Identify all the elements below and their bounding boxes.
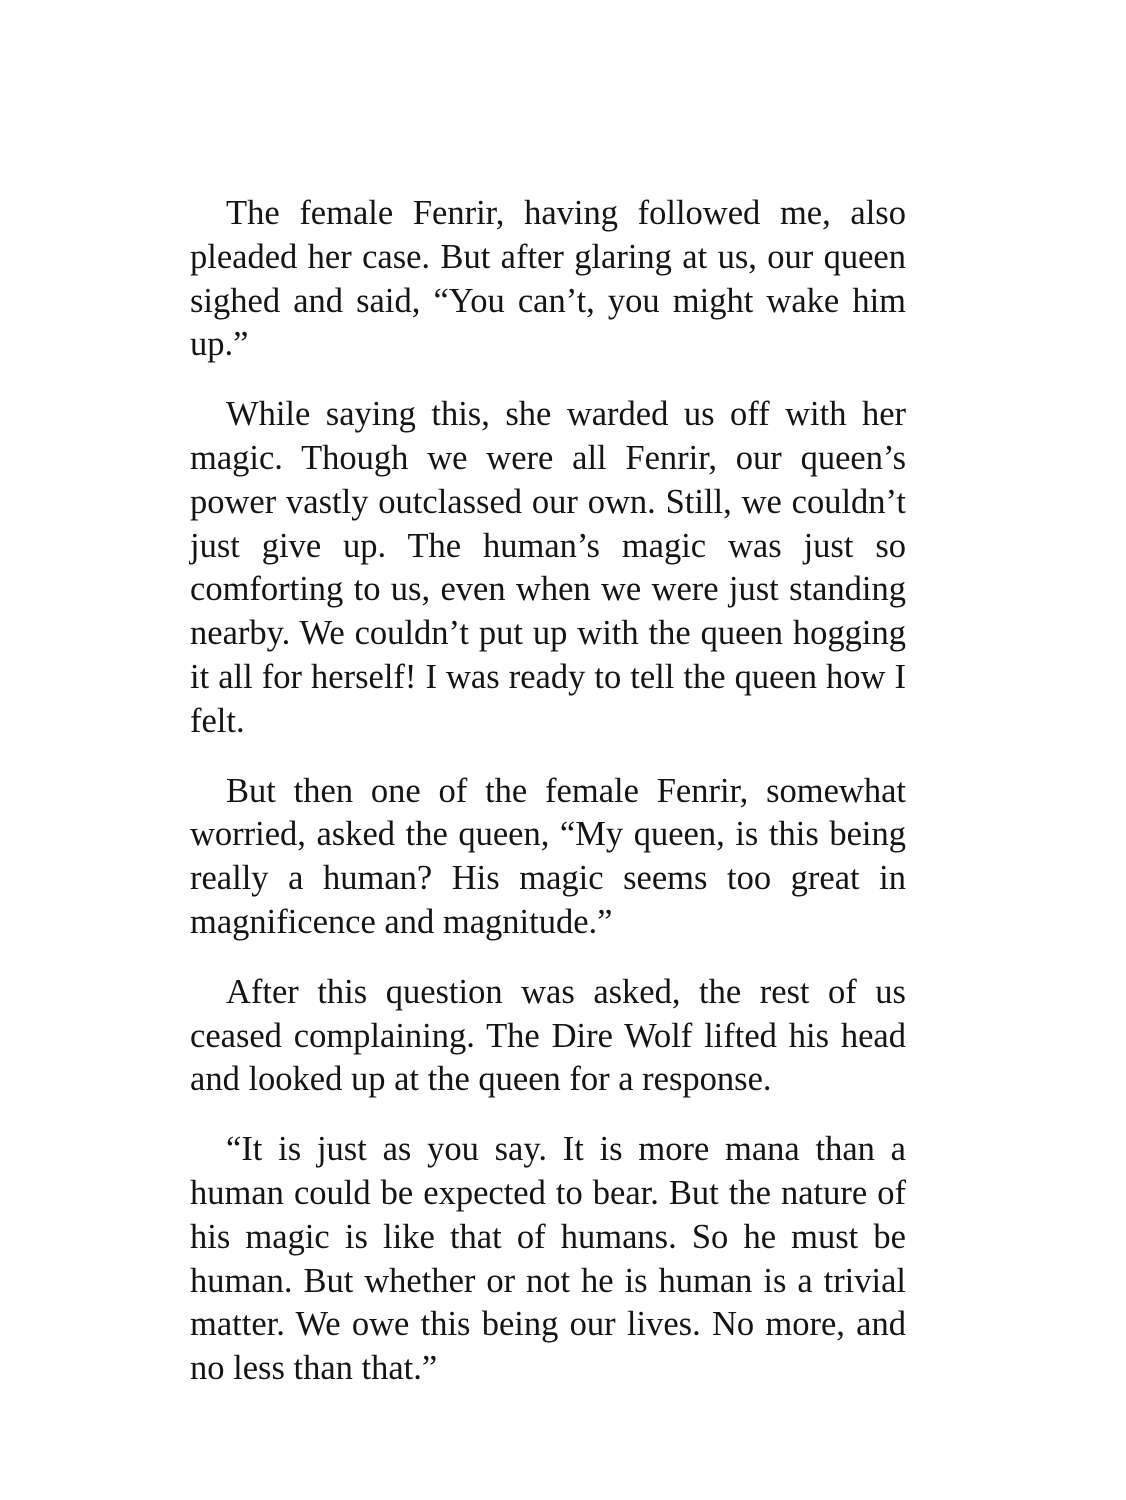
paragraph-1: The female Fenrir, having followed me, also pleaded her case. But after glaring at us, our queen sighed and said, “You can’t, you might wake him up.” — [190, 194, 906, 364]
page-body — [190, 192, 906, 1391]
paragraph-5: “It is just as you say. It is more mana than a human could be expected to bear. But the nature of his magic is like that of humans. So he must be human. But whether or not he is human is a trivial matter. We owe this being our lives. No more, and no less than that.” — [190, 1130, 906, 1388]
paragraph-2: While saying this, she warded us off with her magic. Though we were all Fenrir, our queen’s power vastly outclassed our own. Still, we couldn’t just give up. The human’s magic was just so comforting to us, even when we were just standing nearby. We couldn’t put up with the queen hogging it all for herself! I was ready to tell the queen how I felt. — [190, 395, 906, 740]
paragraph-4: After this question was asked, the rest of us ceased complaining. The Dire Wolf lifted his head and looked up at the queen for a response. — [190, 972, 906, 1099]
paragraph-3: But then one of the female Fenrir, somewhat worried, asked the queen, “My queen, is this being really a human? His magic seems too great in magnificence and magnitude.” — [190, 771, 906, 941]
